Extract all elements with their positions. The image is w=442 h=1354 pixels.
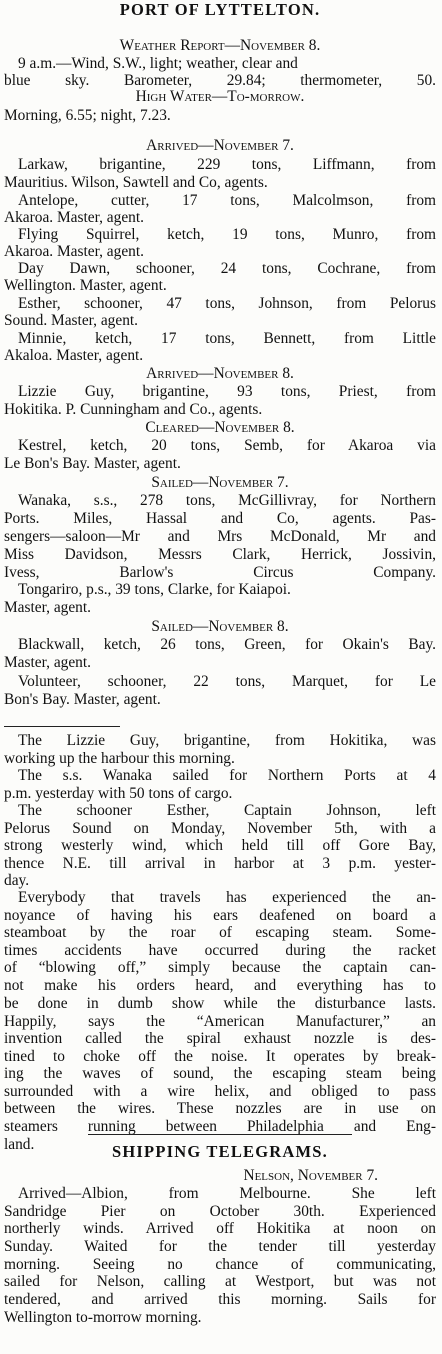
report-line: 9 a.m.—Wind, S.W., light; weather, clear and [18,56,298,72]
section-subhead: Arrived—November 7. [146,138,294,154]
report-line: Mauritius. Wilson, Sawtell and Co, agents. [4,175,268,191]
section-subhead: High Water—To-morrow. [135,89,305,105]
news-line: be done in dumb show while the disturbance lasts. [4,996,436,1012]
section-subhead: Sailed—November 8. [151,619,289,635]
news-line: Everybody that travels has experienced the an- [18,890,436,906]
news-line: noyance of having his ears deafened on board a [4,908,436,924]
news-line: steamboat by the roar of escaping steam. Some- [4,925,436,941]
report-line: Akaloa. Master, agent. [4,348,144,364]
news-line: The schooner Esther, Captain Johnson, left [18,803,436,819]
telegram-dateline: Nelson, November 7. [243,1168,378,1184]
report-line: Ports. Miles, Hassal and Co, agents. Pas- [4,511,436,527]
report-line: Minnie, ketch, 17 tons, Bennett, from Little [18,331,436,347]
telegrams-title: SHIPPING TELEGRAMS. [112,1144,328,1160]
report-line: Hokitika. P. Cunningham and Co., agents. [4,402,263,418]
report-line: Akaroa. Master, agent. [4,244,144,260]
news-line: steamers running between Philadelphia and Eng- [4,1119,436,1135]
report-line: Bon's Bay. Master, agent. [4,692,161,708]
news-line: Pelorus Sound on Monday, November 5th, with a [4,821,436,837]
report-line: Tongariro, p.s., 39 tons, Clarke, for Kaiapoi. [18,582,291,598]
telegram-line: tendered, and arrived this morning. Sails for [4,1292,436,1308]
news-line: land. [4,1137,35,1153]
news-line: tined to choke off the noise. It operates by break- [4,1049,436,1065]
news-line: Happily, says the “American Manufacturer,” an [4,1014,436,1030]
port-title: PORT OF LYTTELTON. [119,2,321,18]
news-line: invention called the spiral exhaust nozzle is des- [4,1031,436,1047]
news-line: strong westerly wind, which held till off Gore Bay, [4,838,436,854]
report-line: Master, agent. [4,600,91,616]
news-line: of “blowing off,” simply because the captain can- [4,960,436,976]
telegram-line: Sandridge Pier on October 30th. Experienced [4,1204,436,1220]
telegram-line: Wellington to-morrow morning. [4,1310,202,1326]
report-line: Esther, schooner, 47 tons, Johnson, from Pelorus [18,296,436,312]
telegram-line: morning. Seeing no chance of communicating, [4,1257,436,1273]
report-line: Larkaw, brigantine, 229 tons, Liffmann, from [18,157,436,173]
news-line: surrounded with a wire helix, and obliged to pass [4,1084,436,1100]
section-rule [88,1134,352,1135]
report-line: Le Bon's Bay. Master, agent. [4,456,181,472]
report-line: Flying Squirrel, ketch, 19 tons, Munro, from [18,227,436,243]
report-line: Lizzie Guy, brigantine, 93 tons, Priest, from [18,384,436,400]
news-line: ing the waves of sound, the escaping steam being [4,1066,436,1082]
report-line: Volunteer, schooner, 22 tons, Marquet, for Le [18,674,436,690]
report-line: Sound. Master, agent. [4,313,139,329]
report-line: Wanaka, s.s., 278 tons, McGillivray, for Northern [18,493,436,509]
news-line: between the wires. These nozzles are in use on [4,1101,436,1117]
report-line: Wellington. Master, agent. [4,278,167,294]
telegram-line: Arrived—Albion, from Melbourne. She left [18,1186,436,1202]
report-line: Morning, 6.55; night, 7.23. [4,108,171,124]
news-line: times accidents have occurred during the racket [4,943,436,959]
section-subhead: Weather Report—November 8. [119,38,321,54]
report-line: Day Dawn, schooner, 24 tons, Cochrane, from [18,261,436,277]
news-line: The Lizzie Guy, brigantine, from Hokitika, was [18,733,436,749]
section-rule-short [4,726,120,727]
news-line: working up the harbour this morning. [4,751,235,767]
report-line: blue sky. Barometer, 29.84; thermometer, 50. [4,73,436,89]
report-line: Master, agent. [4,655,91,671]
news-line: p.m. yesterday with 50 tons of cargo. [4,786,233,802]
news-line: day. [4,873,30,889]
report-line: sengers—saloon—Mr and Mrs McDonald, Mr and [4,529,436,545]
news-line: The s.s. Wanaka sailed for Northern Ports at 4 [18,768,436,784]
news-line: not make his orders heard, and everything has to [4,978,436,994]
report-line: Ivess, Barlow's Circus Company. [4,565,436,581]
telegram-line: sailed for Nelson, calling at Westport, but was not [4,1274,436,1290]
telegram-line: Sunday. Waited for the tender till yesterday [4,1239,436,1255]
report-line: Antelope, cutter, 17 tons, Malcolmson, from [18,193,436,209]
section-subhead: Arrived—November 8. [146,366,294,382]
section-subhead: Cleared—November 8. [145,420,295,436]
report-line: Miss Davidson, Messrs Clark, Herrick, Jossivin, [4,547,436,563]
section-subhead: Sailed—November 7. [151,475,289,491]
report-line: Blackwall, ketch, 26 tons, Green, for Okain's Bay. [18,637,436,653]
news-line: thence N.E. till arrival in harbor at 3 p.m. yester- [4,856,436,872]
telegram-line: northerly winds. Arrived off Hokitika at noon on [4,1221,436,1237]
report-line: Kestrel, ketch, 20 tons, Semb, for Akaroa via [18,438,436,454]
report-line: Akaroa. Master, agent. [4,210,144,226]
